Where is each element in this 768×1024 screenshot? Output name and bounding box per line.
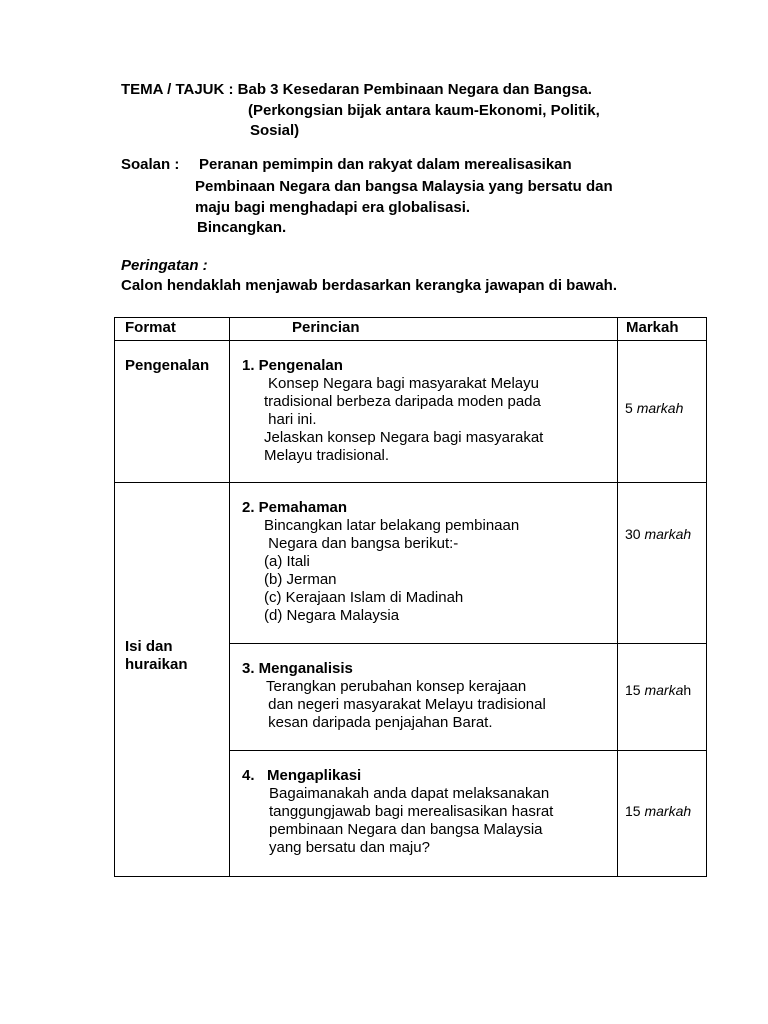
perincian-cell [230,341,618,483]
mark-word: markah [644,526,692,542]
tema-line-1 [121,80,592,100]
mark-number: 30 [625,526,645,542]
row-title: 3. Menganalisis [242,660,353,677]
row-text-line: tanggungjawab bagi merealisasikan hasrat [269,803,554,820]
tema-line-2: (Perkongsian bijak antara kaum-Ekonomi, Politik, [248,102,600,119]
peringatan-label: Peringatan : [121,257,208,274]
mark-number: 5 [625,399,637,416]
peringatan-text: Calon hendaklah menjawab berdasarkan kerangka jawapan di bawah. [121,277,618,294]
soalan-line-3: maju bagi menghadapi era globalisasi. [195,199,471,216]
answer-framework-table [114,317,707,877]
row-text-line: pembinaan Negara dan bangsa Malaysia [269,821,543,838]
header-format-label: Format [125,319,176,336]
mark-word: markah [644,802,692,819]
row-text-line: Bagaimanakah anda dapat melaksanakan [269,785,550,802]
markah-cell [618,751,707,877]
row-text-line: Melayu tradisional. [264,447,390,464]
header-format [115,318,230,341]
mark-word-tail: h [683,682,692,698]
row-title: 2. Pemahaman [242,499,348,516]
row-text-line: hari ini. [264,411,317,428]
row-text-line: Terangkan perubahan konsep kerajaan [266,678,527,695]
row-text-line: tradisional berbeza daripada moden pada [264,393,541,410]
row-text-line: Jelaskan konsep Negara bagi masyarakat [264,429,544,446]
format-cell-isi [115,483,230,877]
format-pengenalan: Pengenalan [125,357,210,374]
soalan-line-1: Peranan pemimpin dan rakyat dalam merealisasikan [199,156,572,173]
row-text-line: dan negeri masyarakat Melayu tradisional [264,696,546,713]
tema-label: TEMA / TAJUK : [121,81,238,98]
row-text-line: Konsep Negara bagi masyarakat Melayu [268,375,539,392]
format-isi-line-1: Isi dan [125,637,173,655]
row-text-line: kesan daripada penjajahan Barat. [264,714,493,731]
format-cell-pengenalan [115,341,230,483]
soalan-label: Soalan : [121,156,180,173]
row-text-line: Negara dan bangsa berikut:- [264,535,459,552]
header-perincian [230,318,618,341]
mark-number: 15 [625,682,645,698]
perincian-cell [230,644,618,751]
row-text-line: (c) Kerajaan Islam di Madinah [264,589,464,606]
row-text-line: (a) Itali [264,553,310,570]
tema-title: Bab 3 Kesedaran Pembinaan Negara dan Bangsa. [237,81,592,98]
tema-line-3: Sosial) [250,122,300,139]
header-perincian-label: Perincian [292,319,360,336]
mark-number: 15 [625,802,645,819]
mark-word: markah [636,399,684,416]
markah-cell [618,644,707,751]
header-markah-label: Markah [626,319,679,336]
table-row [115,483,707,644]
markah-cell [618,483,707,644]
mark-word: marka [644,682,684,698]
perincian-cell [230,483,618,644]
format-isi-line-2: huraikan [125,655,188,673]
perincian-cell [230,751,618,877]
row-text-line: Bincangkan latar belakang pembinaan [264,517,520,534]
row-text-line: (d) Negara Malaysia [264,607,400,624]
soalan-line-2: Pembinaan Negara dan bangsa Malaysia yang bersatu dan [195,178,613,195]
markah-cell [618,341,707,483]
table-row [115,341,707,483]
row-text-line: yang bersatu dan maju? [269,839,430,856]
row-title: 1. Pengenalan [242,357,343,374]
row-title: 4. Mengaplikasi [242,767,362,784]
header-markah [618,318,707,341]
row-text-line: (b) Jerman [264,571,337,588]
table-header-row [115,318,707,341]
soalan-line-4: Bincangkan. [197,219,287,236]
